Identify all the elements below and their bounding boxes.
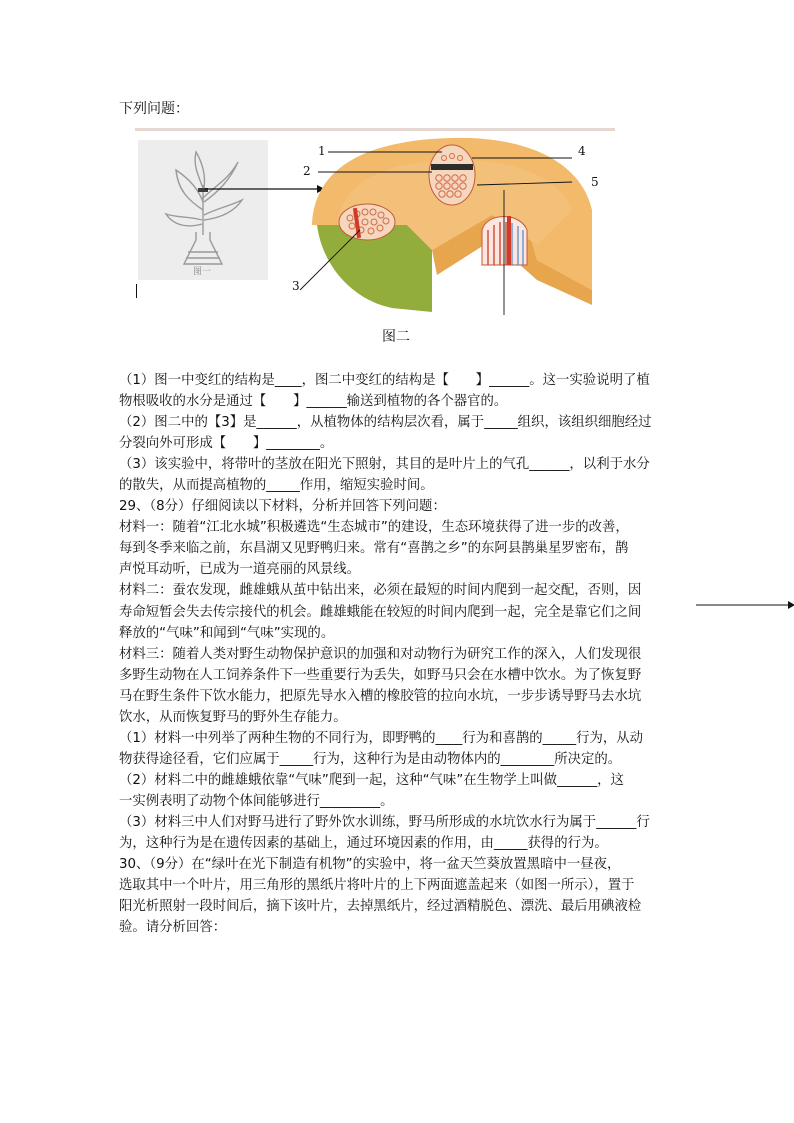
stem-cross-section-diagram [292, 130, 622, 315]
plant-in-flask-drawing [138, 140, 268, 280]
text-line: 选取其中一个叶片，用三角形的黑纸片将叶片的上下两面遮盖起来（如图一所示），置于 [119, 878, 635, 894]
text-line: 为，这种行为是在遗传因素的基础上，通过环境因素的作用，由_____获得的行为。 [119, 836, 608, 852]
text-line: 材料二：蚕农发现，雌雄蛾从茧中钻出来，必须在最短的时间内爬到一起交配，否则，因 [119, 583, 642, 599]
text-line: 释放的“气味”和闻到“气味”实现的。 [119, 625, 335, 641]
text-line: （1）材料一中列举了两种生物的不同行为，即野鸭的____行为和喜鹊的_____行为，从动 [119, 730, 644, 746]
text-line: 材料三：随着人类对野生动物保护意识的加强和对动物行为研究工作的深入，人们发现很 [119, 646, 642, 662]
text-line: 声悦耳动听，已成为一道亮丽的风景线。 [119, 562, 361, 578]
text-line: 一实例表明了动物个体间能够进行_________。 [119, 793, 394, 809]
text-line: （1）图一中变红的结构是____，图二中变红的结构是【 】______。这一实验说明了植 [119, 373, 650, 388]
margin-arrow [696, 598, 794, 612]
text-line: （2）图二中的【3】是______，从植物体的结构层次看，属于_____组织，该组织细胞经过 [119, 415, 652, 431]
text-line: 饮水，从而恢复野马的野外生存能力。 [119, 709, 347, 725]
text-line: （3）材料三中人们对野马进行了野外饮水训练，野马所形成的水坑饮水行为属于______行 [119, 814, 650, 830]
text-line: 每到冬季来临之前，东昌湖又见野鸭归来。常有“喜鹊之乡”的东阿县鹊巢星罗密布，鹊 [119, 541, 629, 557]
text-line: 分裂向外可形成【 】________。 [119, 436, 334, 452]
callout-4: 4 [578, 144, 586, 158]
text-line: 30、（9分）在“绿叶在光下制造有机物”的实验中，将一盆天竺葵放置黑暗中一昼夜， [119, 857, 621, 873]
text-line: 寿命短暂会失去传宗接代的机会。雌雄蛾能在较短的时间内爬到一起，完全是靠它们之间 [119, 604, 642, 620]
callout-5: 5 [591, 175, 599, 189]
text-line: 的散失，从而提高植物的_____作用，缩短实验时间。 [119, 478, 434, 494]
text-line: 验。请分析回答： [119, 920, 227, 936]
text-line: 多野生动物在人工饲养条件下一些重要行为丢失，如野马只会在水槽中饮水。为了恢复野 [119, 667, 642, 683]
figure-one-label: 图一 [193, 267, 212, 277]
figure-one-photo [138, 140, 268, 280]
text-line: 29、（8分）仔细阅读以下材料，分析并回答下列问题： [119, 499, 446, 515]
text-line: 马在野生条件下饮水能力，把原先导水入槽的橡胶管的拉向水坑，一步步诱导野马去水坑 [119, 688, 642, 704]
intro-text: 下列问题： [119, 101, 189, 117]
text-line: 材料一：随着“江北水城”积极遴选“生态城市”的建设，生态环境获得了进一步的改善， [119, 520, 629, 536]
text-line: （2）材料二中的雌雄蛾依靠“气味”爬到一起，这种“气味”在生物学上叫做______，这 [119, 772, 624, 788]
text-line: 物获得途径看，它们应属于_____行为，这种行为是由动物体内的________所决定的。 [119, 751, 622, 767]
question-text [119, 370, 679, 938]
text-line: 物根吸收的水分是通过【 】______输送到植物的各个器官的。 [119, 394, 508, 410]
text-line: （3）该实验中，将带叶的茎放在阳光下照射，其目的是叶片上的气孔______，以利于水分 [119, 457, 650, 473]
callout-1: 1 [318, 144, 326, 158]
callout-3: 3 [292, 279, 300, 293]
figure-caption: 图二 [382, 329, 410, 345]
text-cursor-mark [136, 284, 137, 298]
text-line: 阳光析照射一段时间后，摘下该叶片，去掉黑纸片，经过酒精脱色、漂洗、最后用碘液检 [119, 899, 642, 915]
callout-2: 2 [303, 164, 311, 178]
